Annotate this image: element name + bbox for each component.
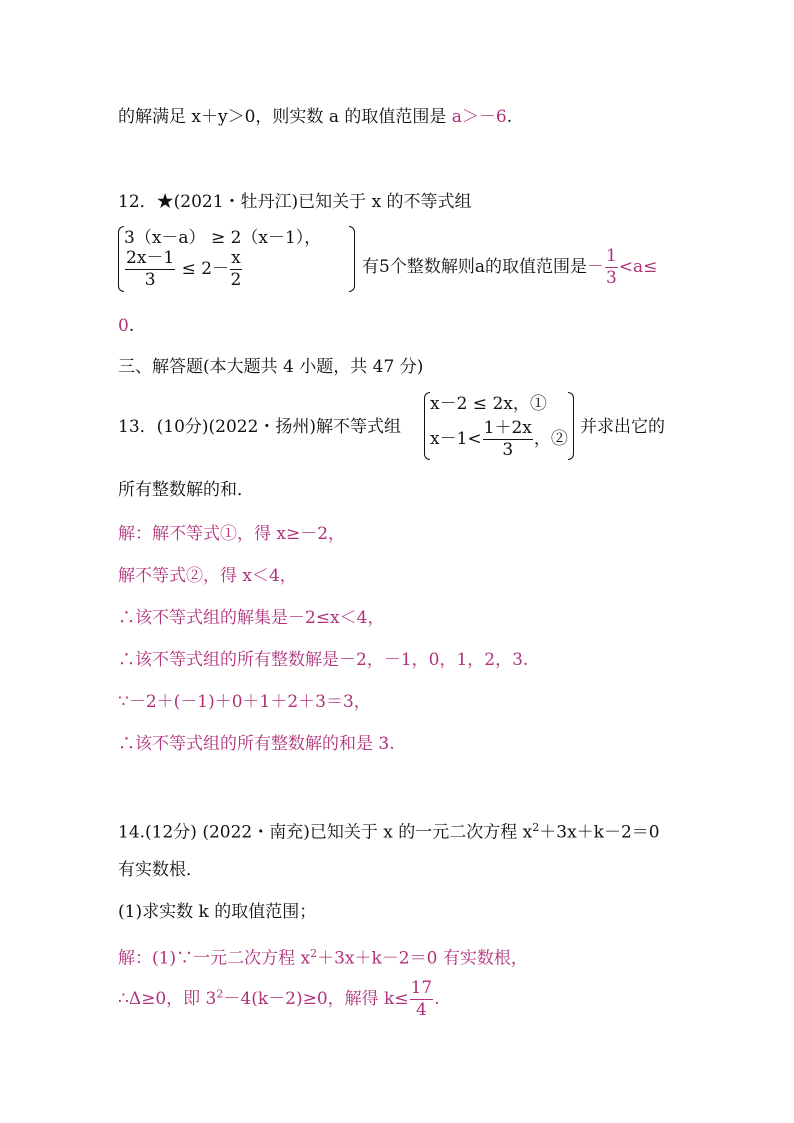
q13-solution-line: ∵－2＋(－1)＋0＋1＋2＋3＝3， [118,692,371,712]
q14-part1: (1)求实数 k 的取值范围； [118,902,317,922]
q13-solution-line: 解不等式②，得 x＜4， [118,566,297,586]
fraction: $\frac{2x-1}{3}$ [126,248,175,290]
q12-eq2: $\frac{2x-1}{3}$ ≤ 2－ $\frac{x}{2}$ [126,248,242,290]
answer-text: － $\frac{1}{3}$ <a≤ [586,246,658,288]
fraction: $\frac{x}{2}$ [230,248,242,290]
q13-cont: 所有整数解的和． [118,480,254,500]
answer-text: a＞－6 [451,107,507,127]
q12-title: 12．★(2021・牡丹江)已知关于 x 的不等式组 [118,192,472,212]
right-brace [568,392,574,460]
q13-solution-line: 解：解不等式①，得 x≥－2， [118,524,346,544]
q13-eq2: x－1< $\frac{1+2x}{3}$ ，② [430,418,568,460]
q13-tail: 并求出它的 [580,417,665,437]
q12-answer-cont: 0. [118,316,135,336]
prev-question-tail: 的解满足 x＋y＞0，则实数 a 的取值范围是 a＞－6. [118,107,513,127]
section-heading: 三、解答题(本大题共 4 小题，共 47 分) [118,357,424,377]
q14-cont: 有实数根． [118,860,203,880]
q14-head: 14.(12分) (2022・南充)已知关于 x 的一元二次方程 $x^2+3x+k-2=0$ [118,821,660,843]
q13-head: 13．(10分)(2022・扬州)解不等式组 [118,417,402,437]
q12-eq1: 3（x－a） ≥ 2（x－1）， [124,228,322,248]
right-brace [349,226,355,292]
q14-solution-line: 解：(1)∵一元二次方程 $x^2+3x+k-2=0$ 有实数根， [118,947,528,969]
q13-eq1: x－2 ≤ 2x，① [430,394,547,414]
q13-solution-line: ∴该不等式组的解集是－2≤x＜4， [118,608,385,628]
q12-question: 有5个整数解则a的取值范围是－ $\frac{1}{3}$ <a≤ [362,246,658,288]
q14-solution-line: ∴Δ≥0，即 $3^2-4(k-2)\ge 0$，解得 k≤ $\frac{17}{4}$ . [118,978,440,1020]
q13-solution-line: ∴该不等式组的所有整数解的和是 3. [118,734,395,754]
q13-solution-line: ∴该不等式组的所有整数解是－2，－1，0，1，2，3. [118,650,529,670]
